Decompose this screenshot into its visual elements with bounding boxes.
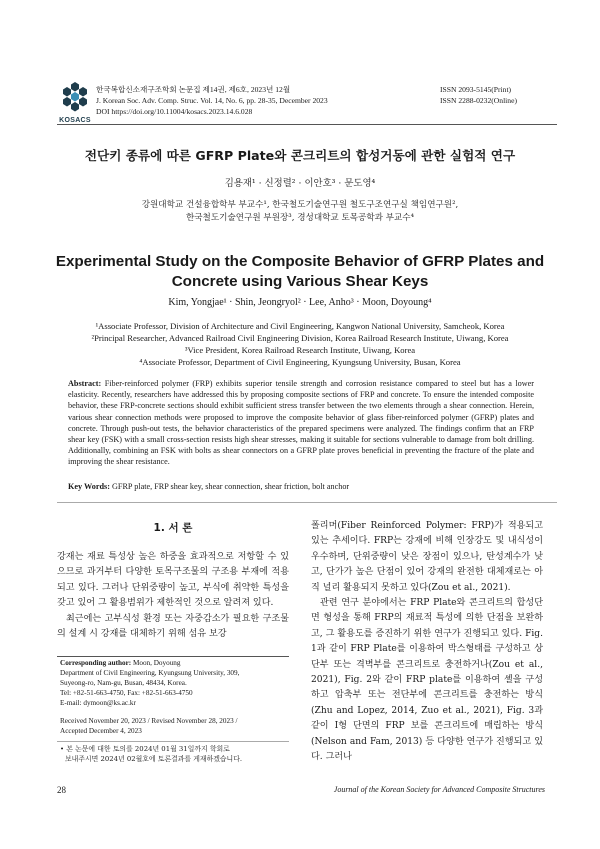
discussion-footnote: [60, 744, 289, 764]
affiliation-en-line: ⁴Associate Professor, Department of Civil Engineering, Kyungsung University, Busan, Korea: [139, 357, 461, 367]
header-rule: [57, 124, 557, 125]
affiliation-en-line: ¹Associate Professor, Division of Architecture and Civil Engineering, Kangwon National University, Samcheok, Korea: [95, 321, 505, 331]
corresponding-line: Suyeong-ro, Nam-gu, Busan, 48434, Korea.: [60, 679, 187, 687]
paragraph-text: 관련 연구 분야에서는 FRP Plate와 콘크리트의 합성단면 형성을 통해 FRP의 재료적 특성에 의한 단점을 보완하고, 그 활용도를 증진하기 위한 연구가 진행되고 있다. Fig. 1과 같이 FRP Plate를 이용하여 박스형태를 구성하고 상단부 또는 격벽부를 콘크리트로 충전하거나(Zou et al., 2021), Fig. 2와 같이 FRP plate를 이용하여 셸을 구성하고 압축부 또는 전단부에 콘크리트를 충전하는 방식(Zhu and Lopez, 2014, Zuo et al., 2021), Fig. 3과 같이 I형 단면의 FRP 보를 콘크리트에 매립하는 방식(Nelson and Fam, 2013) 등 다양한 연구가 진행되고 있다. 그러나: [311, 598, 543, 763]
affiliation-en-line: ²Principal Researcher, Advanced Railroad Civil Engineering Division, Korea Railroad Research Institute, Uiwang, Korea: [91, 333, 509, 343]
issn-block: [440, 84, 550, 106]
abstract-text: Fiber-reinforced polymer (FRP) exhibits superior tensile strength and corrosion resistance compared to steel but has a lower elasticity. Recently, researchers have addressed this by proposing composite sections of FRP and concrete. To ensure the intended composite behavior, these FRP-concrete sections should exhibit sufficient stress transfer between the two elements through a shear connection. Herein, various shear connection methods were proposed to improve the composite behavior of glass fiber-reinforced polymer (GFRP) plates and concrete. Through push-out tests, the behavior characteristics of the prepared specimens were analyzed. The findings confirm that an FRP shear key (FSK) with a small cross-section resists high shear stresses, making it suitable for sections vulnerable to damage from bolt drilling. Additionally, combining an FSK with bolts as shear connectors on a GFRP plate proves beneficial in preventing the fracture of the plate and improving the shear resistance.: [68, 379, 534, 467]
abstract-label: Abstract:: [68, 379, 102, 388]
received-dates: [60, 716, 289, 736]
authors-kr: 김용재¹ · 신정렬² · 이안호³ · 문도영⁴: [224, 178, 376, 189]
section-1-title: 1. 서 론: [153, 522, 193, 534]
journal-info: [96, 84, 406, 117]
authors-en: Kim, Yongjae¹ · Shin, Jeongryol² · Lee, Anho³ · Moon, Doyoung⁴: [168, 297, 432, 308]
issn-online: ISSN 2288-0232(Online): [440, 96, 517, 105]
intro-paragraph: [57, 550, 289, 642]
title-en-line: Experimental Study on the Composite Behavior of GFRP Plates and: [55, 253, 545, 270]
affiliation-kr-line: 강원대학교 건설융합학부 부교수¹, 한국철도기술연구원 철도구조연구실 책임연구원²,: [141, 200, 459, 210]
affiliation-en-line: ³Vice President, Korea Railroad Research Institute, Uiwang, Korea: [184, 345, 416, 355]
page-number: 28: [57, 785, 66, 795]
issn-print: ISSN 2093-5145(Print): [440, 85, 512, 94]
keywords-text: GFRP plate, FRP shear key, shear connection, shear friction, bolt anchor: [111, 482, 350, 491]
intro-paragraph-right: [311, 519, 543, 766]
abstract: [68, 378, 534, 468]
keywords: [68, 481, 534, 492]
affiliations-kr: [40, 199, 560, 225]
corresponding-label: Corresponding author:: [60, 659, 132, 667]
corresponding-line: Tel: +82-51-663-4750, Fax: +82-51-663-4750: [60, 689, 193, 697]
corresponding-email[interactable]: E-mail: dymoon@ks.ac.kr: [60, 699, 136, 707]
footer-journal: Journal of the Korean Society for Advanced Composite Structures: [333, 785, 545, 794]
journal-logo: [57, 80, 93, 122]
journal-name-kr: 한국복합신소재구조학회 논문집 제14권, 제6호, 2023년 12월: [96, 85, 291, 94]
affiliations-en: [40, 320, 560, 368]
corresponding-name: Moon, Doyoung: [132, 659, 181, 667]
footnote-line: 보내주시면 2024년 02월호에 토론결과를 게재하겠습니다.: [65, 755, 243, 763]
affiliation-kr-line: 한국철도기술연구원 부원장³, 경성대학교 토목공학과 부교수⁴: [185, 213, 415, 223]
corresponding-line: Department of Civil Engineering, Kyungsung University, 309,: [60, 669, 240, 677]
keywords-label: Key Words:: [68, 482, 110, 491]
journal-name-en: J. Korean Soc. Adv. Comp. Struc. Vol. 14, No. 6, pp. 28-35, December 2023: [96, 96, 328, 105]
received-line: Received November 20, 2023 / Revised November 28, 2023 /: [60, 717, 238, 725]
paragraph-text: 강재는 재료 특성상 높은 하중을 효과적으로 저항할 수 있으므로 과거부터 다양한 토목구조물의 구조용 부재에 적용되고 있다. 그러나 단위중량이 높고, 부식에 취약한 특성을 갖고 있어 그 활용범위가 제한적인 것으로 알려져 있다.: [57, 552, 289, 609]
corresponding-author: [60, 658, 289, 708]
title-en: [40, 252, 560, 292]
abstract-rule: [57, 502, 557, 503]
footnote-rule: [57, 741, 289, 742]
hexagon-logo-icon: [57, 80, 93, 112]
title-en-line: Concrete using Various Shear Keys: [171, 273, 429, 290]
accepted-line: Accepted December 4, 2023: [60, 727, 142, 735]
paragraph-text: 최근에는 고부식성 환경 또는 자중감소가 필요한 구조물의 설계 시 강재를 대체하기 위해 섬유 보강: [57, 613, 289, 640]
footnote-line: • 본 논문에 대한 토의를 2024년 01월 31일까지 학회로: [60, 745, 230, 753]
title-kr: 전단키 종류에 따른 GFRP Plate와 콘크리트의 합성거동에 관한 실험적 연구: [84, 148, 516, 163]
logo-text: KOSACS: [59, 117, 91, 124]
corresponding-rule: [57, 656, 289, 657]
paragraph-text: 폴리머(Fiber Reinforced Polymer: FRP)가 적용되고 있는 추세이다. FRP는 강재에 비해 인장강도 및 내식성이 우수하며, 단위중량이 낮은 장점이 있으나, 탄성계수가 낮고, 단가가 높은 단점이 있어 강재의 완전한 대체재로는 아직 널리 활용되지 못하고 있다(Zou et al., 2021).: [311, 521, 543, 593]
doi-link[interactable]: DOI https://doi.org/10.11004/kosacs.2023.14.6.028: [96, 107, 253, 116]
